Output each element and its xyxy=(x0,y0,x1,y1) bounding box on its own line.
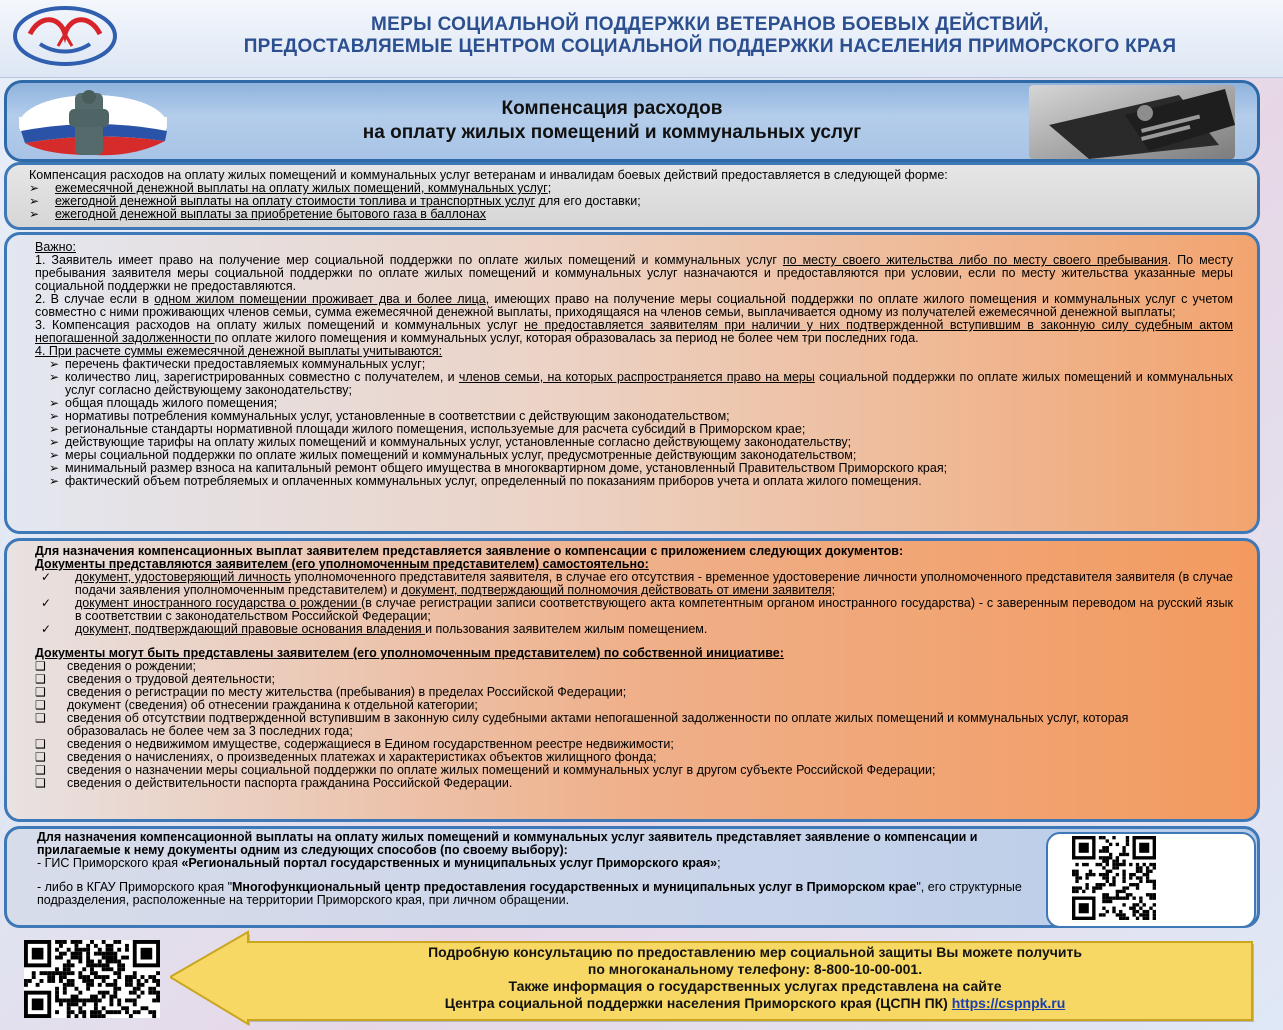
banner-line4 xyxy=(280,995,1230,1012)
factor-text: меры социальной поддержки по оплате жилых помещений и коммунальных услуг, предусмотренные действующим законодательством; xyxy=(65,448,857,462)
way-2-text: - либо в КГАУ Приморского края " xyxy=(37,880,233,894)
checkmark-icon: ✓ xyxy=(41,596,52,610)
list-item xyxy=(35,571,1233,597)
factor-text: общая площадь жилого помещения; xyxy=(65,396,278,410)
way-2-rest: ", его структурные подразделения, расположенные на территории Приморского края, при личном обращении. xyxy=(37,880,1022,907)
title-banner xyxy=(4,80,1260,162)
checkbox-bullet-icon: ❑ xyxy=(35,659,46,673)
point-1-text: 1. Заявитель имеет право на получение мер социальной поддержки по оплате жилых помещений и коммунальных услуг xyxy=(35,253,783,267)
checkbox-bullet-icon: ❑ xyxy=(35,685,46,699)
checkmark-icon: ✓ xyxy=(41,570,52,584)
arrow-bullet-icon: ➢ xyxy=(49,448,60,462)
documents-sub2: Документы могут быть представлены заявителем (его уполномоченным представителем) по собственной инициативе: xyxy=(35,646,784,660)
checkbox-bullet-icon: ❑ xyxy=(35,737,46,751)
factor-text: действующие тарифы на оплату жилых помещений и коммунальных услуг, установленные согласно действующему законодательству; xyxy=(65,435,852,449)
document-details: уполномоченного представителя заявителя, в случае его отсутствия - временное удостоверение личности уполномоченного представителя заявителя (в случае подачи заявления уполномоченным представителем) и xyxy=(75,570,1234,597)
checkbox-bullet-icon: ❑ xyxy=(35,672,46,686)
arrow-bullet-icon: ➢ xyxy=(49,422,60,436)
optional-document: сведения о трудовой деятельности; xyxy=(67,672,275,686)
factor-underlined: членов семьи, на которых распространяется право на меры xyxy=(458,370,815,384)
arrow-bullet-icon: ➢ xyxy=(49,461,60,475)
website-link[interactable]: https://cspnpk.ru xyxy=(951,995,1066,1011)
optional-document: сведения о действительности паспорта гражданина Российской Федерации. xyxy=(67,776,513,790)
optional-document: сведения о начислениях, о произведенных платежах и характеристиках объектов жилищного фонда; xyxy=(67,750,657,764)
arrow-bullet-icon: ➢ xyxy=(49,357,60,371)
point-1-underlined: по месту своего жительства либо по месту своего пребывания xyxy=(782,253,1168,267)
way-1-portal: «Региональный портал государственных и муниципальных услуг Приморского края» xyxy=(181,856,718,870)
qr-code-icon[interactable] xyxy=(1068,836,1160,920)
list-item xyxy=(49,371,1233,397)
factor-text: количество лиц, зарегистрированных совместно с получателем, и xyxy=(65,370,459,384)
optional-document: сведения о регистрации по месту жительства (пребывания) в пределах Российской Федерации; xyxy=(67,685,627,699)
intro-item-1-rest: ; xyxy=(547,181,552,195)
important-point-1 xyxy=(35,254,1233,293)
page-header xyxy=(0,0,1283,78)
how-intro: Для назначения компенсационной выплаты на оплату жилых помещений и коммунальных услуг заявитель представляет заявление о компенсации и прилагаемые к нему документы одним из следующих способов (по своему выбору): xyxy=(37,830,978,857)
veteran-id-photo-icon xyxy=(1029,85,1235,159)
arrow-bullet-icon: ➢ xyxy=(29,181,40,195)
way-1-end: ; xyxy=(717,856,721,870)
optional-document: сведения об отсутствии подтвержденной вступившим в законную силу судебными актами непогашенной задолженности по оплате жилых помещений и коммунальных услуг, которая образовалась не более чем за 3 последних года; xyxy=(67,711,1129,738)
how-way-2 xyxy=(37,881,1027,907)
way-2-mfc: Многофункциональный центр предоставления государственных и муниципальных услуг в Приморском крае xyxy=(232,880,917,894)
arrow-bullet-icon: ➢ xyxy=(29,207,40,221)
title-line1: Компенсация расходов xyxy=(501,98,723,119)
factor-rest: социальной поддержки по оплате жилых помещений и коммунальных услуг согласно действующему законодательству; xyxy=(65,370,1233,397)
point-1-rest: . По месту пребывания заявителя меры социальной поддержки по оплате жилых помещений и коммунальных услуг назначаются и предоставляются при условии, если по месту жительства указанные меры социальной поддержки не предоставляются. xyxy=(35,253,1233,293)
point-2-rest: , имеющих право на получение меры социальной поддержки по оплате жилого помещения и коммунальных услуг с учетом совместно с ними проживающих членов семьи, сумма ежемесячной денежной выплаты, приходящаяся на членов семьи, выплачивается одному из получателей ежемесячной денежной выплаты; xyxy=(35,292,1233,319)
way-1-text: - ГИС Приморского края xyxy=(37,856,182,870)
document-name-extra: документ, подтверждающий полномочия действовать от имени заявителя; xyxy=(401,583,836,597)
factor-text: региональные стандарты нормативной площади жилого помещения, используемые для расчета субсидий в Приморском крае; xyxy=(65,422,806,436)
point-2-text: 2. В случае если в xyxy=(35,292,155,306)
arrow-bullet-icon: ➢ xyxy=(49,409,60,423)
page-title xyxy=(207,97,1017,145)
intro-item-1-underlined: ежемесячной денежной выплаты на оплату жилых помещений, коммунальных услуг xyxy=(55,181,548,195)
header-title-line2: ПРЕДОСТАВЛЯЕМЫЕ ЦЕНТРОМ СОЦИАЛЬНОЙ ПОДДЕРЖКИ НАСЕЛЕНИЯ ПРИМОРСКОГО КРАЯ xyxy=(243,36,1177,57)
consultation-banner xyxy=(280,944,1230,1012)
list-item xyxy=(35,597,1233,623)
checkbox-bullet-icon: ❑ xyxy=(35,750,46,764)
document-details: и пользования заявителем жилым помещением. xyxy=(425,622,708,636)
arrow-bullet-icon: ➢ xyxy=(49,435,60,449)
calculation-factors-list xyxy=(35,358,1233,488)
soldier-flag-icon xyxy=(15,87,175,157)
document-details: (в случае регистрации записи соответствующего акта компетентным органом иностранного государства) - с заверенным переводом на русский язык в соответствии с законодательством Российской Федерации; xyxy=(75,596,1233,623)
point-3-underlined: не предоставляется заявителям при наличии у них подтвержденной вступившим в законную силу судебным актом непогашенной задолженности xyxy=(35,318,1233,345)
heart-hands-logo-icon xyxy=(10,4,120,68)
arrow-bullet-icon: ➢ xyxy=(49,396,60,410)
factor-text: нормативы потребления коммунальных услуг, установленные в соответствии с действующим законодательством; xyxy=(65,409,730,423)
factor-text: перечень фактически предоставляемых коммунальных услуг; xyxy=(65,357,426,371)
important-heading: Важно: xyxy=(35,240,76,254)
intro-item-3-underlined: ежегодной денежной выплаты за приобретение бытового газа в баллонах xyxy=(55,207,486,221)
documents-section xyxy=(4,538,1260,822)
header-title xyxy=(150,14,1270,58)
important-section xyxy=(4,232,1260,534)
documents-heading: Для назначения компенсационных выплат заявителем представляется заявление о компенсации с приложением следующих документов: xyxy=(35,544,904,558)
important-point-2 xyxy=(35,293,1233,319)
required-documents-list xyxy=(35,571,1233,636)
qr-code-icon[interactable] xyxy=(24,940,160,1018)
optional-document: сведения о недвижимом имуществе, содержащиеся в Едином государственном реестре недвижимости; xyxy=(67,737,674,751)
how-way-1 xyxy=(37,857,1027,870)
factor-text: минимальный размер взноса на капитальный ремонт общего имущества в многоквартирном доме, установленный Правительством Приморского края; xyxy=(65,461,948,475)
checkbox-bullet-icon: ❑ xyxy=(35,776,46,790)
arrow-bullet-icon: ➢ xyxy=(29,194,40,208)
header-title-line1: МЕРЫ СОЦИАЛЬНОЙ ПОДДЕРЖКИ ВЕТЕРАНОВ БОЕВЫХ ДЕЙСТВИЙ, xyxy=(371,14,1049,35)
list-item xyxy=(35,623,1233,636)
documents-sub1: Документы представляются заявителем (его уполномоченным представителем) самостоятельно: xyxy=(35,557,649,571)
checkmark-icon: ✓ xyxy=(41,622,52,636)
list-item xyxy=(29,208,1235,221)
checkbox-bullet-icon: ❑ xyxy=(35,763,46,777)
intro-section xyxy=(4,162,1260,230)
list-item xyxy=(35,712,1233,738)
factor-text: фактический объем потребляемых и оплаченных коммунальных услуг, определенный по показаниям приборов учета и оплата жилого помещения. xyxy=(65,474,922,488)
important-point-4: 4. При расчете суммы ежемесячной денежной выплаты учитываются: xyxy=(35,344,443,358)
document-name: документ иностранного государства о рождении xyxy=(75,596,362,610)
optional-documents-list xyxy=(35,660,1233,790)
list-item xyxy=(49,475,1233,488)
checkbox-bullet-icon: ❑ xyxy=(35,698,46,712)
point-3-text: 3. Компенсация расходов на оплату жилых помещений и коммунальных услуг xyxy=(35,318,525,332)
optional-document: сведения о назначении меры социальной поддержки по оплате жилых помещений и коммунальных услуг в другом субъекте Российской Федерации; xyxy=(67,763,936,777)
banner-line2: по многоканальному телефону: 8-800-10-00-001. xyxy=(587,961,923,977)
optional-document: сведения о рождении; xyxy=(67,659,196,673)
intro-item-2-rest: для его доставки; xyxy=(535,194,641,208)
arrow-bullet-icon: ➢ xyxy=(49,370,60,384)
point-2-underlined: одном жилом помещении проживает два и более лица xyxy=(154,292,486,306)
banner-line3: Также информация о государственных услугах представлена на сайте xyxy=(508,978,1002,994)
document-name: документ, удостоверяющий личность xyxy=(75,570,291,584)
banner-line4-text: Центра социальной поддержки населения Приморского края (ЦСПН ПК) xyxy=(444,995,952,1011)
checkbox-bullet-icon: ❑ xyxy=(35,711,46,725)
optional-document: документ (сведения) об отнесении гражданина к отдельной категории; xyxy=(67,698,478,712)
document-name: документ, подтверждающий правовые основания владения xyxy=(75,622,426,636)
intro-text: Компенсация расходов на оплату жилых помещений и коммунальных услуг ветеранам и инвалидам боевых действий предоставляется в следующей форме: xyxy=(29,168,948,182)
title-line2: на оплату жилых помещений и коммунальных услуг xyxy=(362,122,862,143)
intro-item-2-underlined: ежегодной денежной выплаты на оплату стоимости топлива и транспортных услуг xyxy=(55,194,536,208)
important-point-3 xyxy=(35,319,1233,345)
banner-line1: Подробную консультацию по предоставлению мер социальной защиты Вы можете получить xyxy=(428,944,1082,960)
list-item xyxy=(35,777,1233,790)
arrow-bullet-icon: ➢ xyxy=(49,474,60,488)
point-3-rest: по оплате жилого помещения и коммунальных услуг, которая образовалась за период не более чем три последних года. xyxy=(214,331,919,345)
